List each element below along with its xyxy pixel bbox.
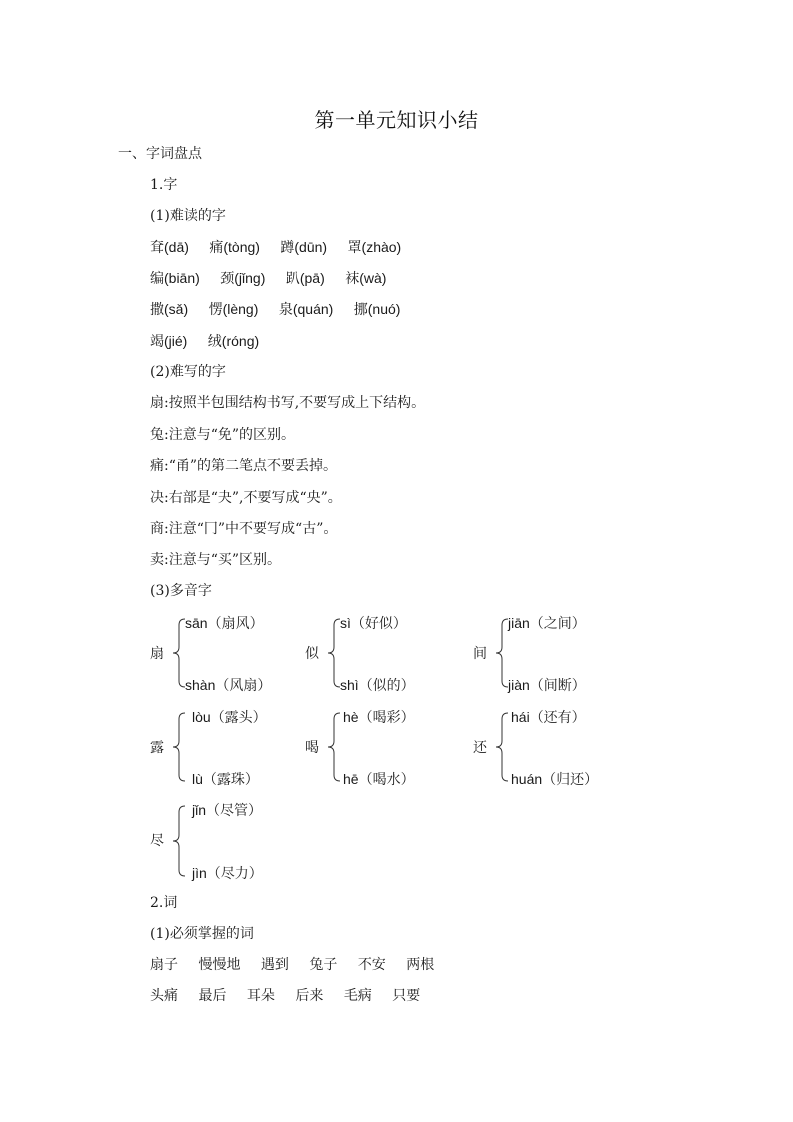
words-row [150,987,436,1005]
reading-item: 泉(quán) [278,301,334,318]
polyphonic-char: 扇 [150,646,164,662]
word-item: 遇到 [260,957,289,973]
polyphonic-char: 喝 [305,740,319,756]
reading-item: 蹲(dūn) [280,239,328,256]
brace-icon [493,711,509,783]
polyphonic-reading: sì（好似） [340,615,407,632]
reading-item: 颈(jǐng) [220,270,266,287]
polyphonic-reading: hái（还有） [511,709,586,726]
polyphonic-reading: hē（喝水） [343,771,415,788]
polyphonic-reading: shì（似的） [340,677,415,694]
polyphonic-reading: jǐn（尽管） [192,802,263,819]
brace-icon [493,617,509,689]
polyphonic-reading: jiàn（间断） [508,677,586,694]
subheading-characters: 1.字 [150,177,178,193]
word-item: 最后 [198,988,227,1004]
word-item: 扇子 [150,957,178,973]
polyphonic-reading: sān（扇风） [185,615,264,632]
polyphonic-group [305,613,475,693]
reading-item: 袜(wà) [345,270,387,287]
heading-hard-to-read: (1)难读的字 [150,208,226,224]
brace-icon [325,617,341,689]
writing-note: 扇:按照半包围结构书写,不要写成上下结构。 [150,395,426,411]
writing-note: 商:注意“冂”中不要写成“古”。 [150,521,338,537]
word-item: 兔子 [309,957,338,973]
reading-row [150,238,417,257]
word-item: 慢慢地 [198,957,241,973]
polyphonic-reading: lòu（露头） [192,709,267,726]
word-item: 耳朵 [246,988,275,1004]
polyphonic-reading: shàn（风扇） [185,677,272,694]
reading-row [150,332,275,351]
polyphonic-char: 间 [473,646,487,662]
word-item: 头痛 [150,988,178,1004]
heading-must-master-words: (1)必须掌握的词 [150,926,254,942]
polyphonic-reading: jiān（之间） [508,615,586,632]
reading-item: 绒(róng) [207,333,260,350]
writing-note: 卖:注意与“买”区别。 [150,552,282,568]
polyphonic-group [473,707,643,787]
heading-polyphonic: (3)多音字 [150,583,212,599]
reading-item: 罩(zhào) [347,239,402,256]
polyphonic-reading: jìn（尽力） [192,865,263,882]
word-item: 不安 [357,957,386,973]
page-title: 第一单元知识小结 [314,108,479,132]
polyphonic-group [150,613,320,693]
polyphonic-char: 露 [150,740,164,756]
reading-item: 撒(sǎ) [150,301,189,318]
brace-icon [170,711,186,783]
word-item: 只要 [392,988,421,1004]
brace-icon [170,617,186,689]
reading-item: 编(biān) [150,270,200,287]
brace-icon [170,804,186,878]
writing-note: 痛:“甬”的第二笔点不要丢掉。 [150,458,338,474]
reading-item: 挪(nuó) [353,301,401,318]
word-item: 毛病 [343,988,372,1004]
polyphonic-reading: huán（归还） [511,771,599,788]
polyphonic-char: 尽 [150,833,164,849]
reading-row [150,300,416,319]
reading-item: 竭(jié) [150,333,188,350]
brace-icon [325,711,341,783]
polyphonic-group [305,707,475,787]
word-item: 后来 [295,988,324,1004]
polyphonic-reading: lù（露珠） [192,771,259,788]
heading-hard-to-write: (2)难写的字 [150,364,226,380]
polyphonic-char: 似 [305,646,319,662]
reading-item: 痛(tòng) [209,239,260,256]
reading-item: 趴(pā) [285,270,325,287]
word-item: 两根 [406,957,435,973]
reading-item: 耷(dā) [150,239,189,256]
polyphonic-group [473,613,643,693]
polyphonic-char: 还 [473,740,487,756]
words-row [150,956,450,974]
subheading-words: 2.词 [150,895,178,911]
polyphonic-group [150,707,320,787]
section-heading-word-review: 一、字词盘点 [118,146,202,162]
reading-item: 愣(lèng) [208,301,259,318]
writing-note: 兔:注意与“免”的区别。 [150,427,296,443]
writing-note: 决:右部是“夬”,不要写成“央”。 [150,490,342,506]
reading-row [150,269,402,288]
polyphonic-reading: hè（喝彩） [343,709,415,726]
polyphonic-group [150,800,320,880]
